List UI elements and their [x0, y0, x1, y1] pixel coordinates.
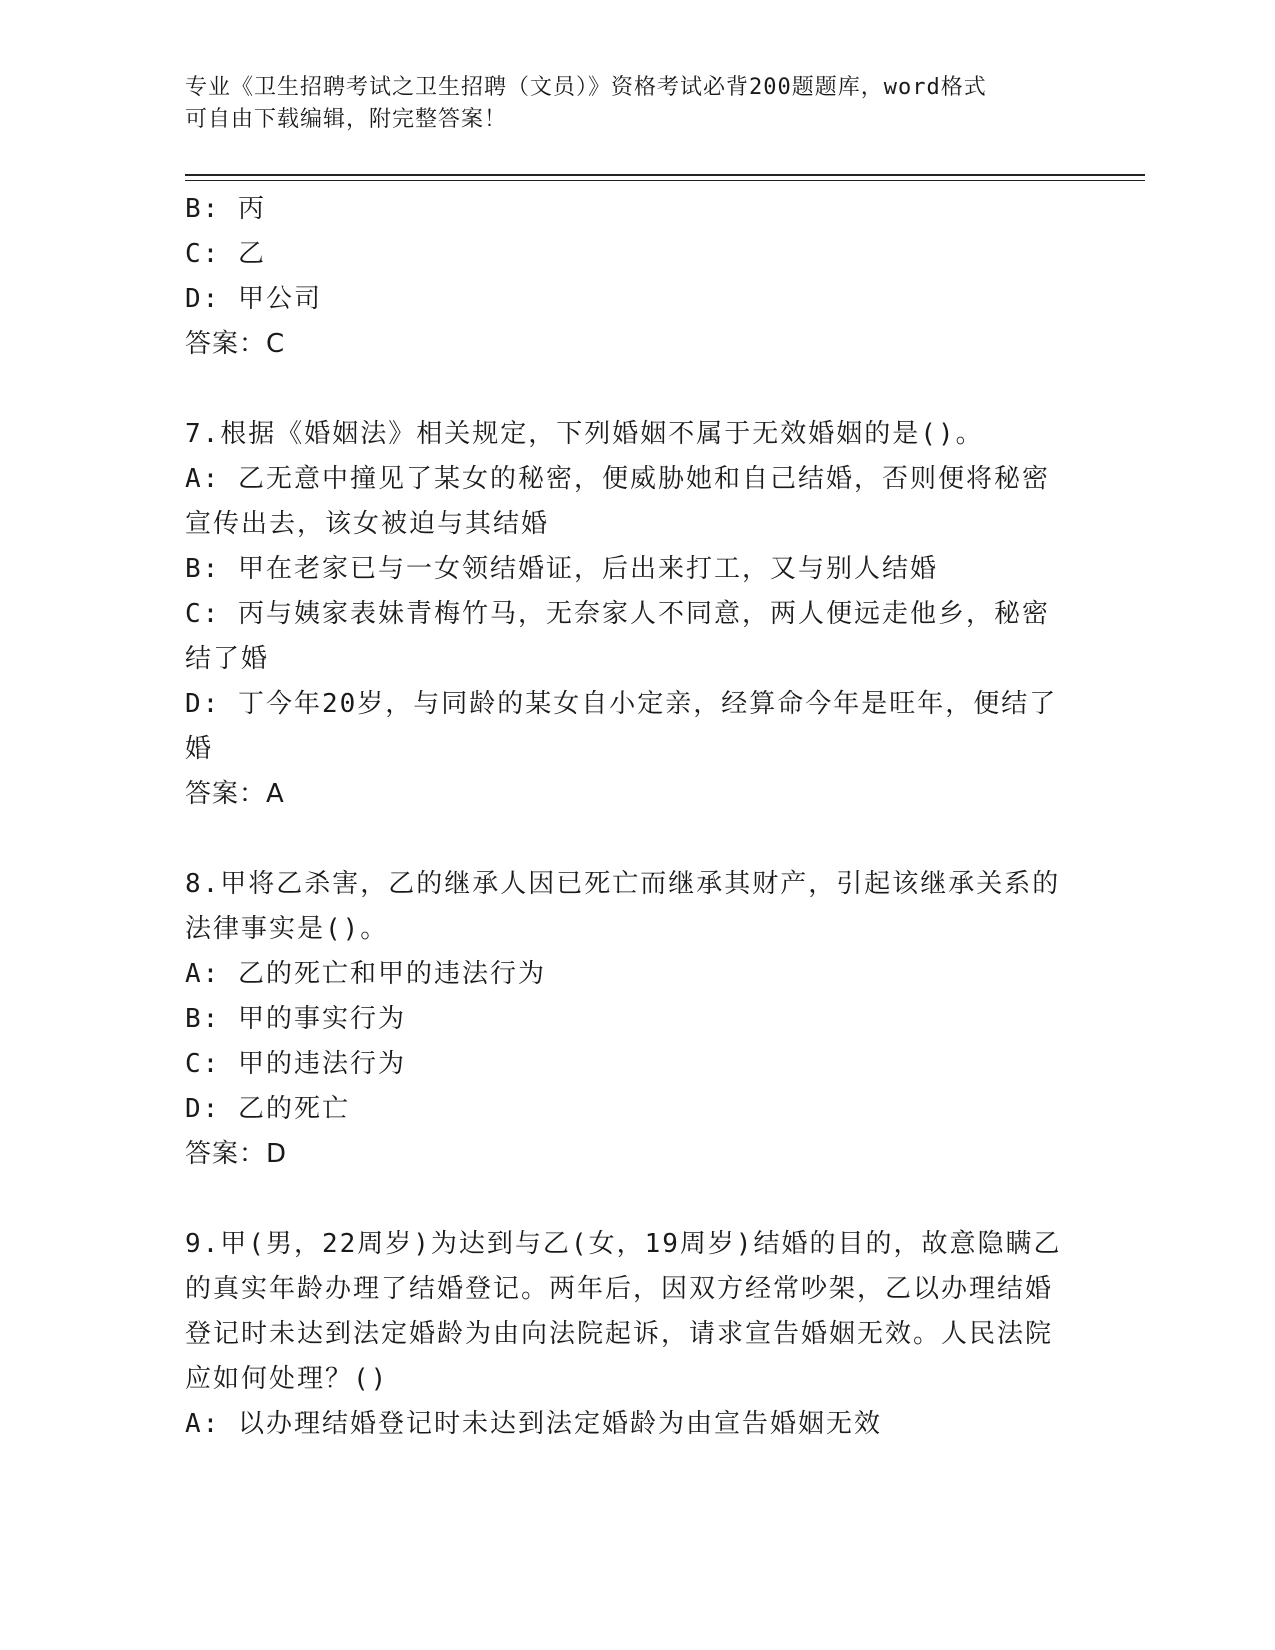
question-text: 7.根据《婚姻法》相关规定，下列婚姻不属于无效婚姻的是()。 [185, 419, 984, 449]
option-text: 甲的违法行为 [237, 1049, 406, 1079]
answer-line: 答案：C [185, 329, 286, 359]
option-text: 丙与姨家表妹青梅竹马，无奈家人不同意，两人便远走他乡，秘密结了婚 [185, 599, 1050, 674]
question-9 [185, 1222, 1065, 1447]
answer-line: 答案：D [185, 1139, 288, 1169]
answer-line: 答案：A [185, 779, 285, 809]
option-d [185, 1087, 1065, 1132]
option-label: B: [185, 554, 221, 584]
option-c [185, 232, 1065, 277]
question-content [185, 187, 1065, 1447]
question-text: 9.甲(男，22周岁)为达到与乙(女，19周岁)结婚的目的，故意隐瞒乙的真实年龄办理了结婚登记。两年后，因双方经常吵架，乙以办理结婚登记时未达到法定婚龄为由向法院起诉，请求宣告婚姻无效。人民法院应如何处理？() [185, 1229, 1062, 1394]
option-text: 乙的死亡 [237, 1094, 350, 1124]
option-label: B: [185, 194, 221, 224]
option-label: D: [185, 1094, 221, 1124]
option-text: 乙 [237, 239, 266, 269]
spacer [185, 817, 1065, 862]
option-text: 乙无意中撞见了某女的秘密，便威胁她和自己结婚，否则便将秘密宣传出去，该女被迫与其结婚 [185, 464, 1050, 539]
option-a [185, 457, 1065, 547]
header-rule-thick [185, 174, 1145, 176]
option-b [185, 997, 1065, 1042]
option-b [185, 187, 1065, 232]
option-label: D: [185, 689, 221, 719]
option-a [185, 952, 1065, 997]
option-text: 甲的事实行为 [237, 1004, 406, 1034]
document-header [185, 72, 1055, 136]
question-8 [185, 862, 1065, 1177]
option-label: A: [185, 1409, 221, 1439]
option-text: 以办理结婚登记时未达到法定婚龄为由宣告婚姻无效 [237, 1409, 882, 1439]
option-c [185, 1042, 1065, 1087]
spacer [185, 1177, 1065, 1222]
option-text: 乙的死亡和甲的违法行为 [237, 959, 546, 989]
option-text: 甲公司 [237, 284, 322, 314]
option-a [185, 1402, 1065, 1447]
question-7 [185, 412, 1065, 817]
header-line-1: 专业《卫生招聘考试之卫生招聘（文员）》资格考试必背200题题库，word格式 [185, 75, 987, 100]
option-text: 丁今年20岁，与同龄的某女自小定亲，经算命今年是旺年，便结了婚 [185, 689, 1058, 764]
option-label: C: [185, 239, 221, 269]
header-rule-thin [185, 180, 1145, 181]
option-label: C: [185, 599, 221, 629]
question-text: 8.甲将乙杀害，乙的继承人因已死亡而继承其财产，引起该继承关系的法律事实是()。 [185, 869, 1061, 944]
option-text: 丙 [237, 194, 266, 224]
option-label: D: [185, 284, 221, 314]
question-6-tail [185, 187, 1065, 367]
option-label: A: [185, 959, 221, 989]
option-label: A: [185, 464, 221, 494]
option-text: 甲在老家已与一女领结婚证，后出来打工，又与别人结婚 [237, 554, 938, 584]
option-label: C: [185, 1049, 221, 1079]
option-b [185, 547, 1065, 592]
option-c [185, 592, 1065, 682]
option-d [185, 277, 1065, 322]
spacer [185, 367, 1065, 412]
option-label: B: [185, 1004, 221, 1034]
option-d [185, 682, 1065, 772]
header-line-2: 可自由下载编辑，附完整答案！ [185, 107, 508, 132]
